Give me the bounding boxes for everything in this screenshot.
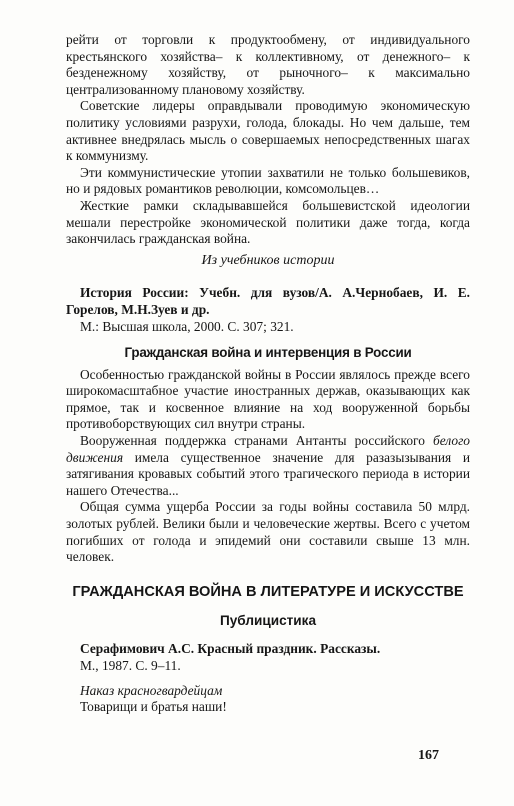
bibliographic-reference [66,641,470,674]
paragraph [66,433,470,499]
emphasis: белого движения [66,433,470,465]
text-run: имела существенное значение для разазызывания и затягивания кровавых событий этого трагического периода в истории нашего Отечества... [66,449,470,498]
paragraph: Эти коммунистические утопии захватили не только большевиков, но и рядовых романтиков революции, комсомольцев… [66,164,470,197]
reference-title: Серафимович А.С. Красный праздник. Рассказы. [80,641,381,657]
page-text [66,32,470,716]
page-number: 167 [418,748,439,763]
bibliographic-reference [66,285,470,335]
text-run: Вооруженная поддержка странами Антанты российского [80,433,434,449]
paragraph: Жесткие рамки складывавшейся большевистской идеологии мешали перестройке экономической политики даже тогда, когда закончилась гражданская война. [66,197,470,247]
reference-imprint: М.: Высшая школа, 2000. С. 307; 321. [80,318,294,334]
section-heading: Гражданская война и интервенция в России [124,345,412,361]
reference-imprint: М., 1987. С. 9–11. [80,658,181,673]
reference-title: История России: Учебн. для вузов/А. А.Чернобаев, И. Е. Горелов, М.Н.Зуев и др. [66,285,470,317]
subsection-heading: Публицистика [219,612,317,628]
chapter-heading: ГРАЖДАНСКАЯ ВОЙНА В ЛИТЕРАТУРЕ И ИСКУССТВЕ [72,583,464,600]
paragraph: Советские лидеры оправдывали проводимую экономическую политику условиями разрухи, голода, блокады. Но чем дальше, тем активнее внедрялась мысль о совершаемых непосредственных шагах к коммунизму. [66,98,470,164]
epigraph: Наказ красногвардейцам [80,682,223,698]
paragraph: рейти от торговли к продуктообмену, от индивидуального крестьянского хозяйства– к коллективному, от денежного– к безденежному хозяйству, от рыночного– к максимально централизованному плановому хозяйству. [66,32,470,97]
text-line: Товарищи и братья наши! [80,699,227,715]
paragraph: Общая сумма ущерба России за годы войны составила 50 млрд. золотых рублей. Велики были и человеческие жертвы. Всего с учетом погибших от голода и эпидемий они составили свыше 13 млн. человек. [66,499,470,565]
paragraph: Особенностью гражданской войны в России являлось прежде всего широкомасштабное участие иностранных держав, оказывающих как прямое, так и косвенное влияние на ход вооруженной борьбы противоборствующих сил внутри страны. [66,366,470,432]
source-signature: Из учебников истории [201,252,335,268]
